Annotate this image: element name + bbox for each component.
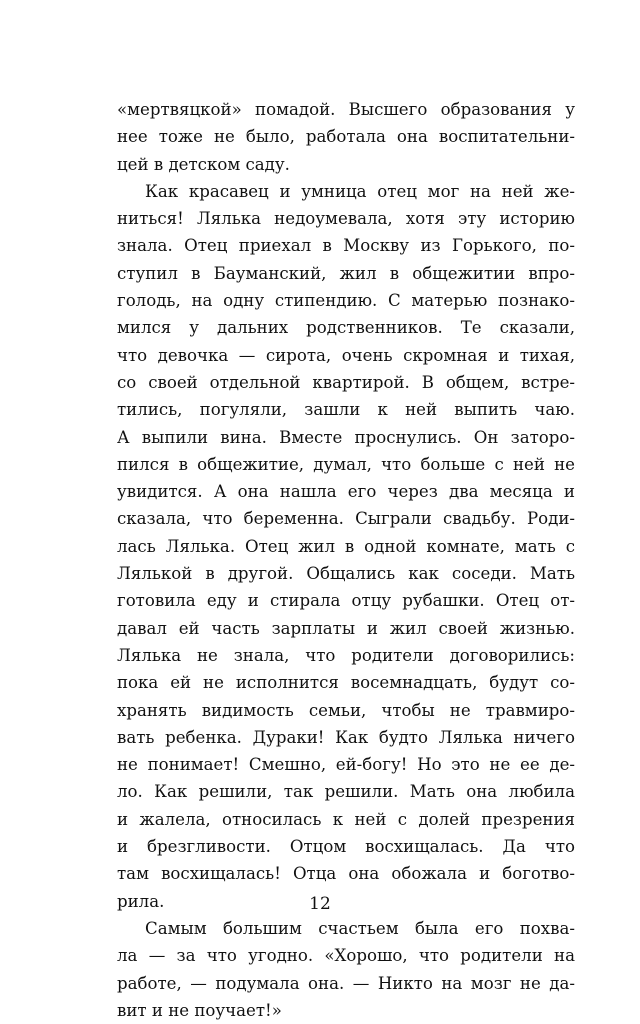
text-line: что девочка — сирота, очень скромная и тихая, (117, 345, 575, 365)
text-line: голодь, на одну стипендию. С матерью познако- (117, 291, 575, 311)
text-line: рила. (117, 891, 165, 911)
text-line: и брезгливости. Отцом восхищалась. Да что (117, 837, 575, 857)
text-line: мился у дальних родственников. Те сказали, (117, 318, 575, 338)
text-line: пился в общежитие, думал, что больше с ней не (117, 454, 575, 474)
body-text (117, 96, 575, 1024)
page-number: 12 (309, 894, 331, 914)
text-line: ступил в Бауманский, жил в общежитии впро- (117, 263, 575, 283)
text-line: ло. Как решили, так решили. Мать она любила (117, 782, 575, 802)
text-line: «мертвяцкой» помадой. Высшего образования у (117, 100, 575, 119)
text-line: вать ребенка. Дураки! Как будто Лялька ничего (117, 727, 575, 747)
text-line: работе, — подумала она. — Никто на мозг не да- (117, 973, 575, 993)
text-line: ниться! Лялька недоумевала, хотя эту историю (117, 209, 575, 229)
text-line: Как красавец и умница отец мог на ней же- (145, 181, 575, 201)
text-line: Самым большим счастьем была его похва- (145, 918, 575, 938)
paragraph-2 (117, 178, 575, 915)
text-line: ла — за что угодно. «Хорошо, что родители на (117, 946, 575, 966)
text-line: А выпили вина. Вместе проснулись. Он заторо- (117, 427, 575, 447)
text-line: там восхищалась! Отца она обожала и боготво- (117, 864, 575, 884)
text-line: сказала, что беременна. Сыграли свадьбу. Роди- (117, 509, 575, 529)
text-line: Лялькой в другой. Общались как соседи. Мать (117, 564, 575, 584)
text-line: давал ей часть зарплаты и жил своей жизнью. (117, 618, 575, 638)
paragraph-1 (117, 96, 575, 178)
text-line: тились, погуляли, зашли к ней выпить чаю. (117, 400, 575, 420)
text-line: готовила еду и стирала отцу рубашки. Отец от- (117, 591, 575, 611)
text-line: пока ей не исполнится восемнадцать, будут со- (117, 673, 575, 693)
text-line: нее тоже не было, работала она воспитательни- (117, 127, 575, 147)
text-line: со своей отдельной квартирой. В общем, встре- (117, 372, 575, 392)
text-line: знала. Отец приехал в Москву из Горького, по- (117, 236, 575, 256)
text-line: лась Лялька. Отец жил в одной комнате, мать с (117, 536, 575, 556)
paragraph-3 (117, 915, 575, 1024)
text-line: увидится. А она нашла его через два месяца и (117, 482, 575, 502)
text-line: хранять видимость семьи, чтобы не травмиро- (117, 700, 575, 720)
text-line: не понимает! Смешно, ей-богу! Но это не ее де- (117, 755, 575, 775)
text-line: Лялька не знала, что родители договорились: (117, 645, 575, 665)
text-line: цей в детском саду. (117, 154, 290, 174)
text-line: и жалела, относилась к ней с долей презрения (117, 809, 575, 829)
text-line: вит и не поучает!» (117, 1000, 282, 1020)
